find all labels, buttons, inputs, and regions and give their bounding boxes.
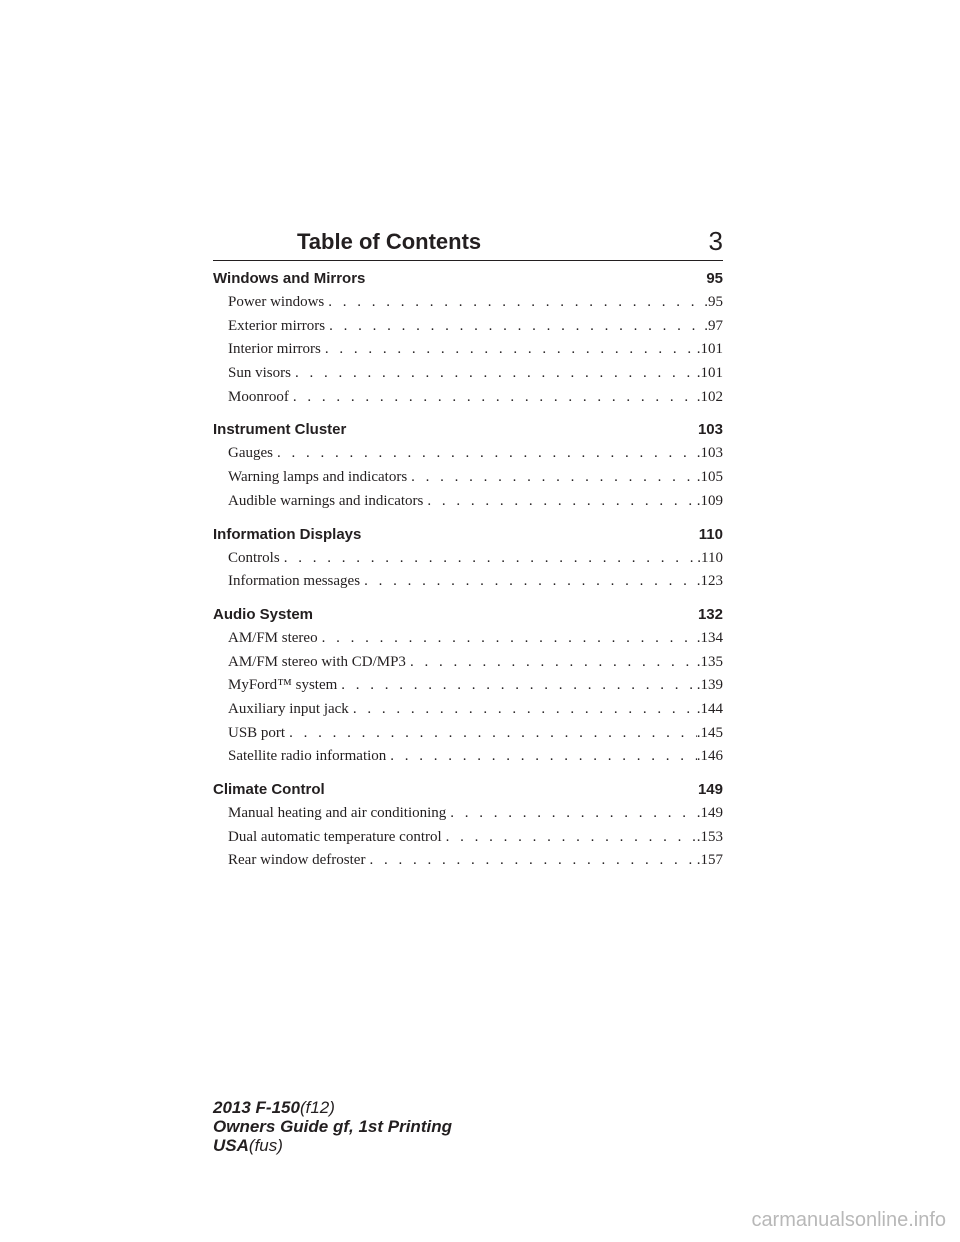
page-title: Table of Contents — [297, 229, 482, 254]
dot-leader — [324, 291, 704, 315]
footer-line-model — [213, 1098, 452, 1117]
toc-entry[interactable] — [228, 442, 723, 466]
section-spacer — [213, 409, 723, 418]
section-page: 103 — [697, 421, 723, 439]
dot-leader — [273, 442, 697, 466]
entry-page: .101 — [696, 365, 723, 382]
dot-leader — [291, 362, 697, 386]
entry-page: .139 — [696, 677, 723, 694]
entry-title: Dual automatic temperature control — [228, 828, 442, 845]
entry-page: .105 — [696, 469, 723, 486]
section-spacer — [213, 873, 723, 882]
section-title: Climate Control — [213, 781, 325, 798]
document-footer — [213, 1098, 452, 1155]
entry-page: .95 — [704, 294, 723, 310]
entry-title: Manual heating and air conditioning — [228, 805, 447, 821]
toc-entry[interactable] — [228, 386, 723, 410]
footer-line-guide — [213, 1117, 452, 1136]
dot-leader — [365, 849, 696, 873]
entry-page: .153 — [696, 828, 723, 845]
toc-entry[interactable] — [228, 362, 723, 386]
entry-page: .135 — [696, 653, 723, 670]
section-spacer — [213, 594, 723, 603]
entry-page: .157 — [696, 852, 723, 869]
entry-title: Exterior mirrors — [228, 317, 326, 334]
section-title: Windows and Mirrors — [213, 270, 366, 287]
entry-title: AM/FM stereo — [228, 629, 318, 646]
entry-page: .144 — [696, 700, 723, 717]
entry-title: Moonroof — [228, 388, 289, 405]
dot-leader — [406, 651, 697, 675]
entry-title: MyFord™ system — [228, 677, 338, 694]
toc-entry[interactable] — [228, 466, 723, 490]
dot-leader — [349, 698, 697, 722]
toc-entry[interactable] — [228, 722, 723, 746]
toc-entry[interactable] — [228, 315, 723, 339]
entry-page: .146 — [696, 748, 723, 765]
dot-leader — [407, 466, 697, 490]
dot-leader — [423, 490, 696, 514]
dot-leader — [360, 570, 697, 594]
section-heading[interactable] — [213, 778, 723, 802]
entry-title: Rear window defroster — [228, 852, 366, 869]
section-page: 149 — [697, 781, 723, 798]
entry-title: Audible warnings and indicators — [228, 492, 424, 509]
section-title: Information Displays — [213, 525, 362, 543]
toc-entry[interactable] — [228, 291, 723, 315]
dot-leader — [280, 547, 698, 571]
toc-entry[interactable] — [228, 802, 723, 826]
section-title: Instrument Cluster — [213, 421, 347, 439]
footer-line-market — [213, 1136, 452, 1155]
footer-market-code: (fus) — [248, 1136, 283, 1155]
toc-entry[interactable] — [228, 651, 723, 675]
entry-page: .103 — [696, 445, 723, 462]
page-header — [213, 224, 723, 261]
entry-page: .101 — [696, 341, 723, 358]
toc-entry[interactable] — [228, 674, 723, 698]
toc-entry[interactable] — [228, 338, 723, 362]
toc-entry[interactable] — [228, 745, 723, 769]
entry-page: .97 — [704, 317, 723, 334]
entry-title: Gauges — [228, 445, 273, 462]
section-page: 95 — [706, 270, 723, 287]
toc-section — [213, 778, 723, 882]
toc-entry[interactable] — [228, 547, 723, 571]
entry-page: .149 — [696, 805, 723, 821]
toc-section — [213, 523, 723, 603]
section-title: Audio System — [213, 605, 314, 623]
dot-leader — [321, 338, 697, 362]
dot-leader — [285, 722, 697, 746]
entry-page: .109 — [696, 492, 723, 509]
entry-title: USB port — [228, 724, 286, 741]
entry-title: Information messages — [228, 573, 361, 590]
dot-leader — [446, 802, 696, 826]
dot-leader — [318, 627, 697, 651]
toc-section — [213, 267, 723, 418]
footer-model-code: (f12) — [299, 1098, 335, 1117]
entry-page: .102 — [696, 388, 723, 405]
toc-entry[interactable] — [228, 849, 723, 873]
toc-section — [213, 418, 723, 522]
dot-leader — [386, 745, 696, 769]
footer-guide: Owners Guide gf, 1st Printing — [213, 1117, 452, 1136]
dot-leader — [442, 826, 697, 850]
section-heading[interactable] — [213, 418, 723, 442]
entry-title: Satellite radio information — [228, 748, 387, 765]
section-heading[interactable] — [213, 267, 723, 291]
dot-leader — [289, 386, 697, 410]
section-page: 132 — [697, 605, 723, 623]
entry-page: .110 — [697, 549, 723, 566]
section-spacer — [213, 769, 723, 778]
entry-title: Auxiliary input jack — [228, 700, 349, 717]
entry-title: Warning lamps and indicators — [228, 469, 408, 486]
toc-section — [213, 603, 723, 778]
footer-market: USA — [213, 1136, 249, 1155]
entry-page: .134 — [696, 629, 723, 646]
dot-leader — [325, 315, 704, 339]
watermark: carmanualsonline.info — [751, 1209, 946, 1231]
page-number: 3 — [708, 226, 723, 256]
table-of-contents — [213, 267, 723, 882]
section-page: 110 — [698, 525, 723, 543]
toc-entry[interactable] — [228, 627, 723, 651]
toc-entry[interactable] — [228, 826, 723, 850]
entry-title: Interior mirrors — [228, 341, 321, 358]
entry-page: .123 — [696, 573, 723, 590]
section-spacer — [213, 514, 723, 523]
section-heading[interactable] — [213, 603, 723, 627]
entry-page: .145 — [696, 724, 723, 741]
section-heading[interactable] — [213, 523, 723, 547]
toc-entry[interactable] — [228, 570, 723, 594]
entry-title: AM/FM stereo with CD/MP3 — [228, 653, 406, 670]
entry-title: Power windows — [228, 294, 325, 310]
toc-entry[interactable] — [228, 490, 723, 514]
toc-entry[interactable] — [228, 698, 723, 722]
footer-model: 2013 F-150 — [213, 1098, 300, 1117]
entry-title: Sun visors — [228, 365, 291, 382]
dot-leader — [337, 674, 696, 698]
entry-title: Controls — [228, 549, 280, 566]
